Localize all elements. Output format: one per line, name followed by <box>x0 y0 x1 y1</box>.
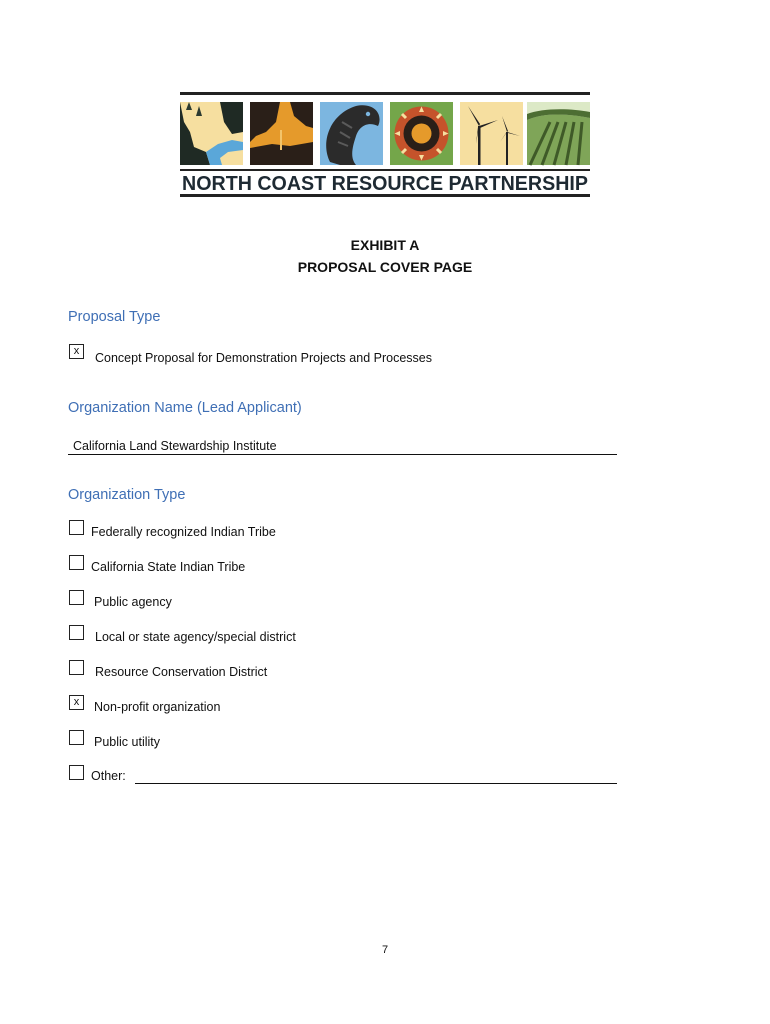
public-utility-checkbox[interactable] <box>69 730 84 745</box>
public-utility-label: Public utility <box>94 735 160 749</box>
page-title: PROPOSAL COVER PAGE <box>297 259 473 275</box>
other-label: Other: <box>91 769 126 783</box>
federally-recognized-tribe-checkbox[interactable] <box>69 520 84 535</box>
non-profit-checkbox[interactable]: x <box>69 695 84 710</box>
vineyard-panel-icon <box>527 102 590 165</box>
resource-conservation-district-checkbox[interactable] <box>69 660 84 675</box>
salmon-panel-icon <box>320 102 383 165</box>
river-panel-icon <box>180 102 243 165</box>
other-input-field[interactable] <box>135 769 617 784</box>
proposal-type-heading: Proposal Type <box>68 309 161 325</box>
organization-name-heading: Organization Name (Lead Applicant) <box>68 400 302 416</box>
concept-proposal-label: Concept Proposal for Demonstration Projects and Processes <box>95 351 432 365</box>
local-state-agency-label: Local or state agency/special district <box>95 630 296 644</box>
canyon-panel-icon <box>250 102 313 165</box>
organization-name-field[interactable] <box>68 437 617 455</box>
north-coast-resource-partnership-logo <box>180 92 590 198</box>
organization-type-heading: Organization Type <box>68 487 186 503</box>
public-agency-label: Public agency <box>94 595 172 609</box>
exhibit-label: EXHIBIT A <box>350 237 420 253</box>
california-state-tribe-label: California State Indian Tribe <box>91 560 246 574</box>
public-agency-checkbox[interactable] <box>69 590 84 605</box>
wind-turbine-panel-icon <box>460 102 523 165</box>
logo-wordmark: NORTH COAST RESOURCE PARTNERSHIP <box>182 173 588 195</box>
basket-pattern-panel-icon <box>390 102 453 165</box>
resource-conservation-district-label: Resource Conservation District <box>95 665 268 679</box>
non-profit-label: Non-profit organization <box>94 700 221 714</box>
local-state-agency-checkbox[interactable] <box>69 625 84 640</box>
page-number: 7 <box>381 944 389 956</box>
california-state-tribe-checkbox[interactable] <box>69 555 84 570</box>
federally-recognized-tribe-label: Federally recognized Indian Tribe <box>91 525 276 539</box>
organization-name-value: California Land Stewardship Institute <box>73 439 277 453</box>
concept-proposal-checkbox[interactable]: x <box>69 344 84 359</box>
other-checkbox[interactable] <box>69 765 84 780</box>
